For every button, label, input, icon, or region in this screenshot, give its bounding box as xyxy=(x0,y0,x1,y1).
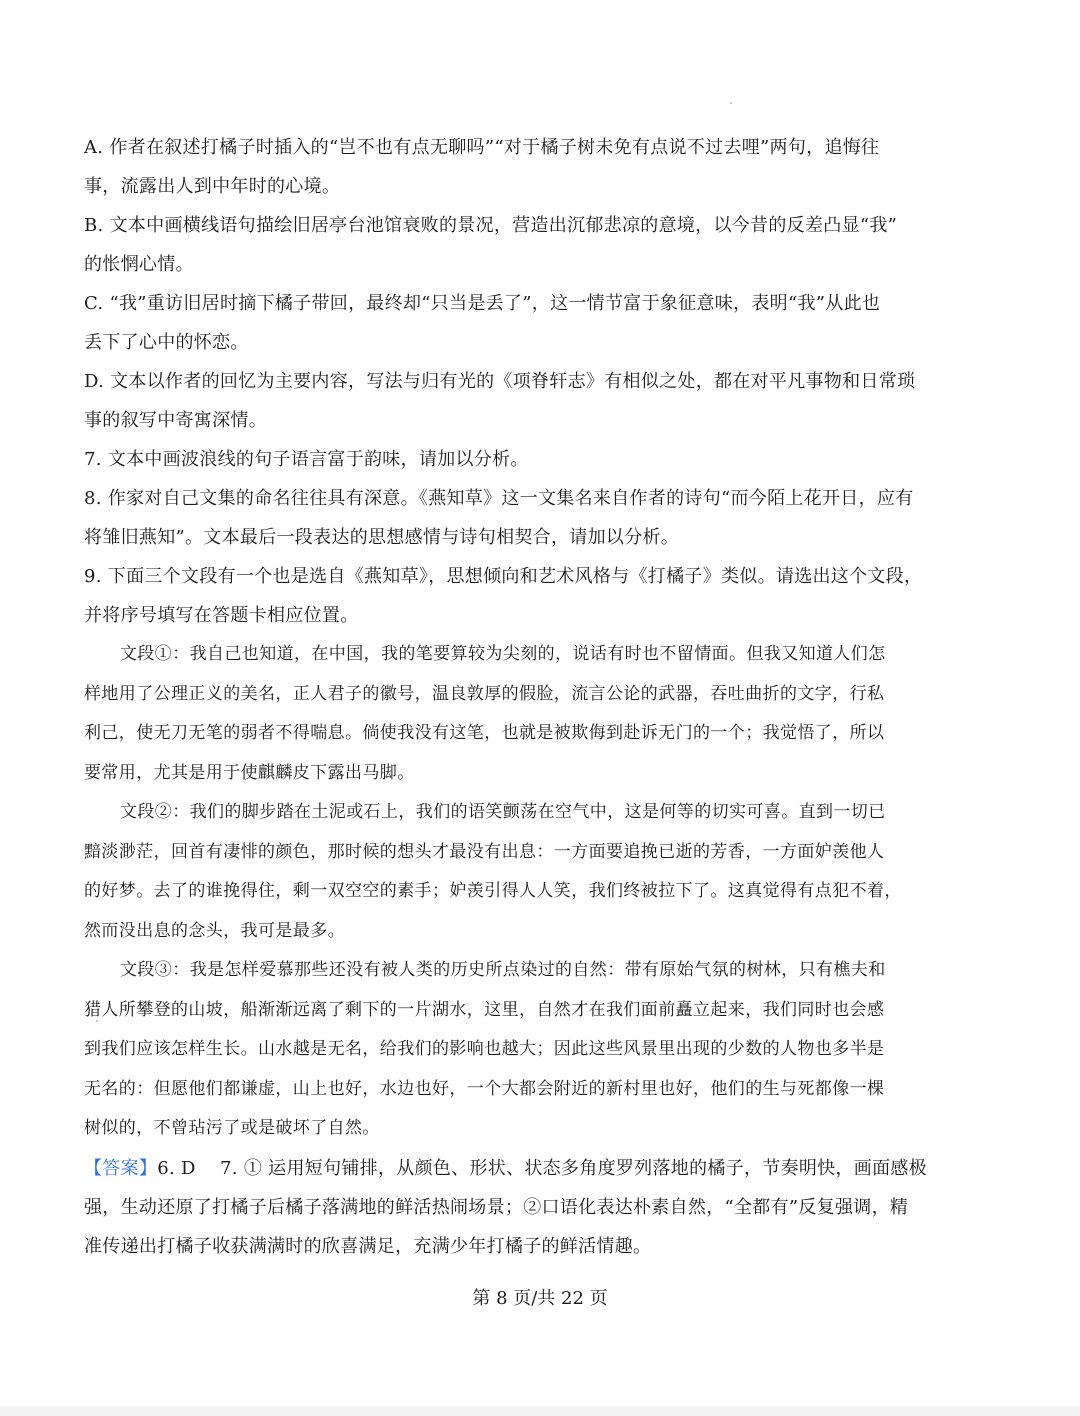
question-7: 7. 文本中画波浪线的句子语言富于韵味，请加以分析。 xyxy=(84,449,529,470)
bottom-edge-band xyxy=(0,1406,1080,1416)
question-6-options xyxy=(84,128,996,440)
scan-speck xyxy=(730,102,732,104)
question-9: 9. 下面三个文段有一个也是选自《燕知草》，思想倾向和艺术风格与《打橘子》类似。请选出这个文段， 并将序号填写在答题卡相应位置。 xyxy=(84,566,923,626)
passage-2: 文段②：我们的脚步踏在土泥或石上，我们的语笑颤荡在空气中，这是何等的切实可喜。直到一切已 黯淡渺茫，回首有凄悱的颜色，那时候的想头才最没有出息：一方面要追挽已逝的芳香，一方面妒羡他人 的好梦。去了的谁挽得住，剩一双空空的素手；妒羡引得人人笑，我们终被拉下了。这真觉得有点犯不着， 然而没出息的念头，我可是最多。 xyxy=(84,802,902,941)
option-d: D. 文本以作者的回忆为主要内容，写法与归有光的《项脊轩志》有相似之处，都在对平凡事物和日常琐 事的叙写中寄寓深情。 xyxy=(84,371,916,431)
page-number: 第 8 页/共 22 页 xyxy=(472,1288,608,1309)
answer-section: 【答案】6. D 7. ① 运用短句铺排，从颜色、形状、状态多角度罗列落地的橘子，节奏明快，画面感极 强，生动还原了打橘子后橘子落满地的鲜活热闹场景；②口语化表达朴素自然，“全都有”反复强调，精 准传递出打橘子收获满满时的欣喜满足，充满少年打橘子的鲜活情趣。 xyxy=(84,1157,927,1257)
question-8: 8. 作家对自己文集的命名往往具有深意。《燕知草》这一文集名来自作者的诗句“而今陌上花开日，应有 将雏旧燕知”。文本最后一段表达的思想感情与诗句相契合，请加以分析。 xyxy=(84,488,914,548)
page-content xyxy=(84,128,996,1266)
option-c: C. “我”重访旧居时摘下橘子带回，最终却“只当是丢了”，这一情节富于象征意味，表明“我”从此也 丢下了心中的怀恋。 xyxy=(84,293,881,353)
passage-1: 文段①：我自己也知道，在中国，我的笔要算较为尖刻的，说话有时也不留情面。但我又知道人们怎 样地用了公理正义的美名，正人君子的徽号，温良敦厚的假脸，流言公论的武器，吞吐曲折的文字，行私 利己，使无刀无笔的弱者不得喘息。倘使我没有这笔，也就是被欺侮到赴诉无门的一个；我觉悟了，所以 要常用，尤其是用于使麒麟皮下露出马脚。 xyxy=(84,644,886,783)
option-b: B. 文本中画横线语句描绘旧居亭台池馆衰败的景况，营造出沉郁悲凉的意境，以今昔的反差凸显“我” 的怅惘心情。 xyxy=(84,215,898,275)
option-a: A. 作者在叙述打橘子时插入的“岂不也有点无聊吗”“对于橘子树未免有点说不过去哩”两句，追悔往 事，流露出人到中年时的心境。 xyxy=(84,137,880,197)
answer-tag: 【答案】 xyxy=(84,1157,158,1179)
passage-3: 文段③：我是怎样爱慕那些还没有被人类的历史所点染过的自然：带有原始气氛的树林，只有樵夫和 猎人所攀登的山坡，船渐渐远离了剩下的一片湖水，这里，自然才在我们面前矗立起来，我们同时也会感 到我们应该怎样生长。山水越是无名，给我们的影响也越大；因此这些风景里出现的少数的人物也多半是 无名的：但愿他们都谦虚，山上也好，水边也好，一个大都会附近的新村里也好，他们的生与死都像一棵 树似的，不曾玷污了或是破坏了自然。 xyxy=(84,960,886,1138)
